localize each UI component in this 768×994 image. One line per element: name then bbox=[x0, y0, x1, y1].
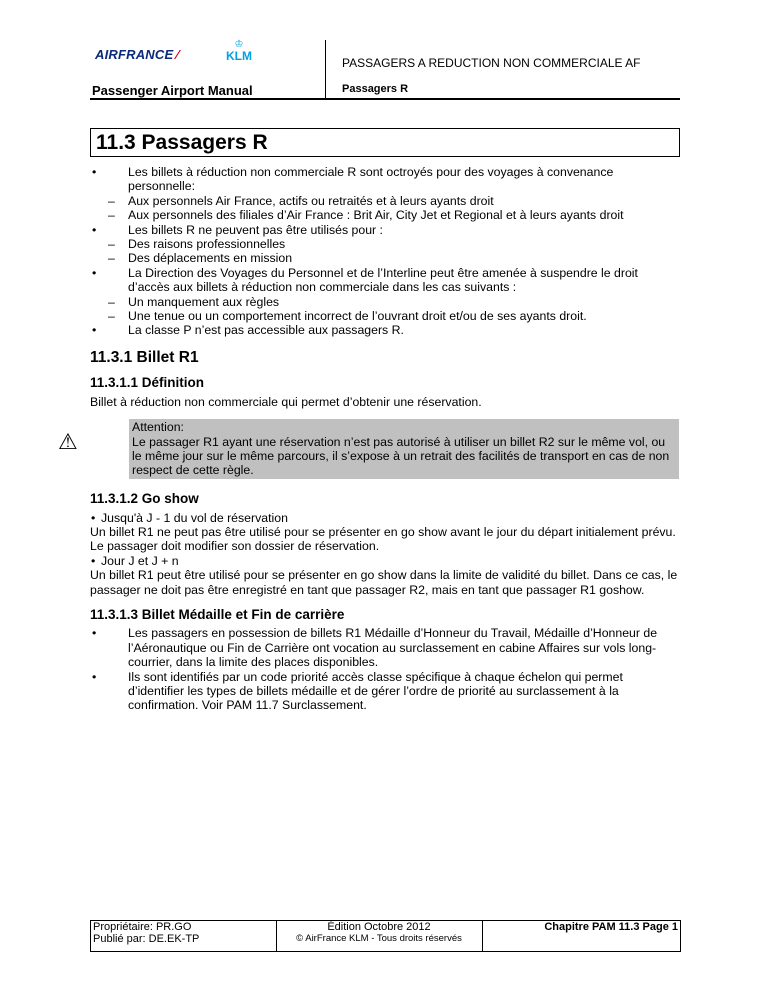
manual-name: Passenger Airport Manual bbox=[92, 83, 253, 98]
footer-copyright: © AirFrance KLM - Tous droits réservés bbox=[296, 933, 462, 944]
definition-text: Billet à réduction non commerciale qui permet d’obtenir une réservation. bbox=[90, 394, 482, 409]
go-show-text-1: Un billet R1 ne peut pas être utilisé pour se présenter en go show avant le jour du départ initialement prévu. Le passager doit modifier son dossier de réservation. bbox=[90, 524, 676, 554]
warning-icon: ⚠ bbox=[58, 429, 78, 455]
list-subitem: – Aux personnels Air France, actifs ou retraités et à leurs ayants droit bbox=[90, 194, 680, 208]
list-subitem: – Aux personnels des filiales d’Air France : Brit Air, City Jet et Regional et à leurs ayants droit bbox=[90, 208, 680, 222]
attention-label: Attention: bbox=[132, 420, 184, 435]
crown-icon: ♔ bbox=[234, 39, 244, 50]
go-show-list bbox=[90, 511, 680, 525]
header-rule bbox=[90, 98, 680, 100]
footer-owner-cell bbox=[90, 921, 277, 951]
list-subitem: – Des déplacements en mission bbox=[90, 251, 680, 265]
footer-publisher: Publié par: DE.EK-TP bbox=[93, 933, 200, 945]
list-item: • La Direction des Voyages du Personnel et de l’Interline peut être amenée à suspendre le droit d’accès aux billets à réduction non commerciale dans les cas suivants : bbox=[90, 266, 680, 295]
subsection-title: 11.3.1 Billet R1 bbox=[90, 348, 199, 366]
go-show-text-2: Un billet R1 peut être utilisé pour se présenter en go show dans la limite de validité du billet. Dans ce cas, le passager ne doit pas être enregistré en tant que passager R2, mais en tant que passager R1 goshow. bbox=[90, 568, 678, 597]
list-subitem: – Une tenue ou un comportement incorrect de l’ouvrant droit et/ou de ses ayants droit. bbox=[90, 309, 680, 323]
list-subitem: – Un manquement aux règles bbox=[90, 295, 680, 309]
list-item: • Ils sont identifiés par un code priorité accès classe spécifique à chaque échelon qui permet d’identifier les types de billets médaille et de gérer l’ordre de priorité au surclassement à la confirmation. Voir PAM 11.7 Surclassement. bbox=[90, 670, 680, 713]
attention-text: Le passager R1 ayant une réservation n’est pas autorisé à utiliser un billet R2 sur le même vol, ou le même jour sur le même parcours, il s’expose à un retrait des facilités de transport en cas de non respect de cette règle. bbox=[132, 434, 670, 478]
section-title: 11.3 Passagers R bbox=[90, 128, 680, 157]
go-show-list-2 bbox=[90, 554, 680, 568]
list-item: • Jusqu'à J - 1 du vol de réservation bbox=[91, 511, 680, 525]
footer-edition-cell bbox=[276, 921, 483, 951]
document-subtitle: Passagers R bbox=[342, 83, 409, 95]
footer-page-cell bbox=[483, 921, 681, 951]
attention-notice bbox=[58, 419, 680, 481]
list-item: • La classe P n’est pas accessible aux passagers R. bbox=[90, 323, 680, 337]
list-item: • Jour J et J + n bbox=[91, 554, 680, 568]
footer-edition: Édition Octobre 2012 bbox=[327, 921, 431, 933]
medal-list bbox=[90, 626, 680, 712]
klm-logo: ♔ KLM bbox=[222, 40, 256, 62]
definition-heading: 11.3.1.1 Définition bbox=[90, 375, 205, 391]
list-subitem: – Des raisons professionnelles bbox=[90, 237, 680, 251]
medal-heading: 11.3.1.3 Billet Médaille et Fin de carrière bbox=[90, 606, 345, 622]
go-show-heading: 11.3.1.2 Go show bbox=[90, 491, 199, 507]
document-title: PASSAGERS A REDUCTION NON COMMERCIALE AF bbox=[342, 56, 641, 70]
intro-list bbox=[90, 165, 680, 338]
header-divider bbox=[325, 40, 326, 100]
list-item: • Les billets à réduction non commerciale R sont octroyés pour des voyages à convenance personnelle: bbox=[90, 165, 680, 194]
footer bbox=[90, 920, 681, 952]
attention-box bbox=[129, 419, 679, 479]
footer-page: Chapitre PAM 11.3 Page 1 bbox=[544, 921, 678, 933]
page-content bbox=[58, 128, 680, 713]
footer-owner: Propriétaire: PR.GO bbox=[93, 921, 192, 933]
list-item: • Les billets R ne peuvent pas être utilisés pour : bbox=[90, 223, 680, 237]
list-item: • Les passagers en possession de billets R1 Médaille d’Honneur du Travail, Médaille d’Honneur de l’Aéronautique ou Fin de Carrière ont vocation au surclassement en cabine Affaires sur vols long-courrier, dans la limite des places disponibles. bbox=[90, 626, 680, 669]
airfrance-logo: AIRFRANCE ⁄ bbox=[95, 47, 179, 62]
